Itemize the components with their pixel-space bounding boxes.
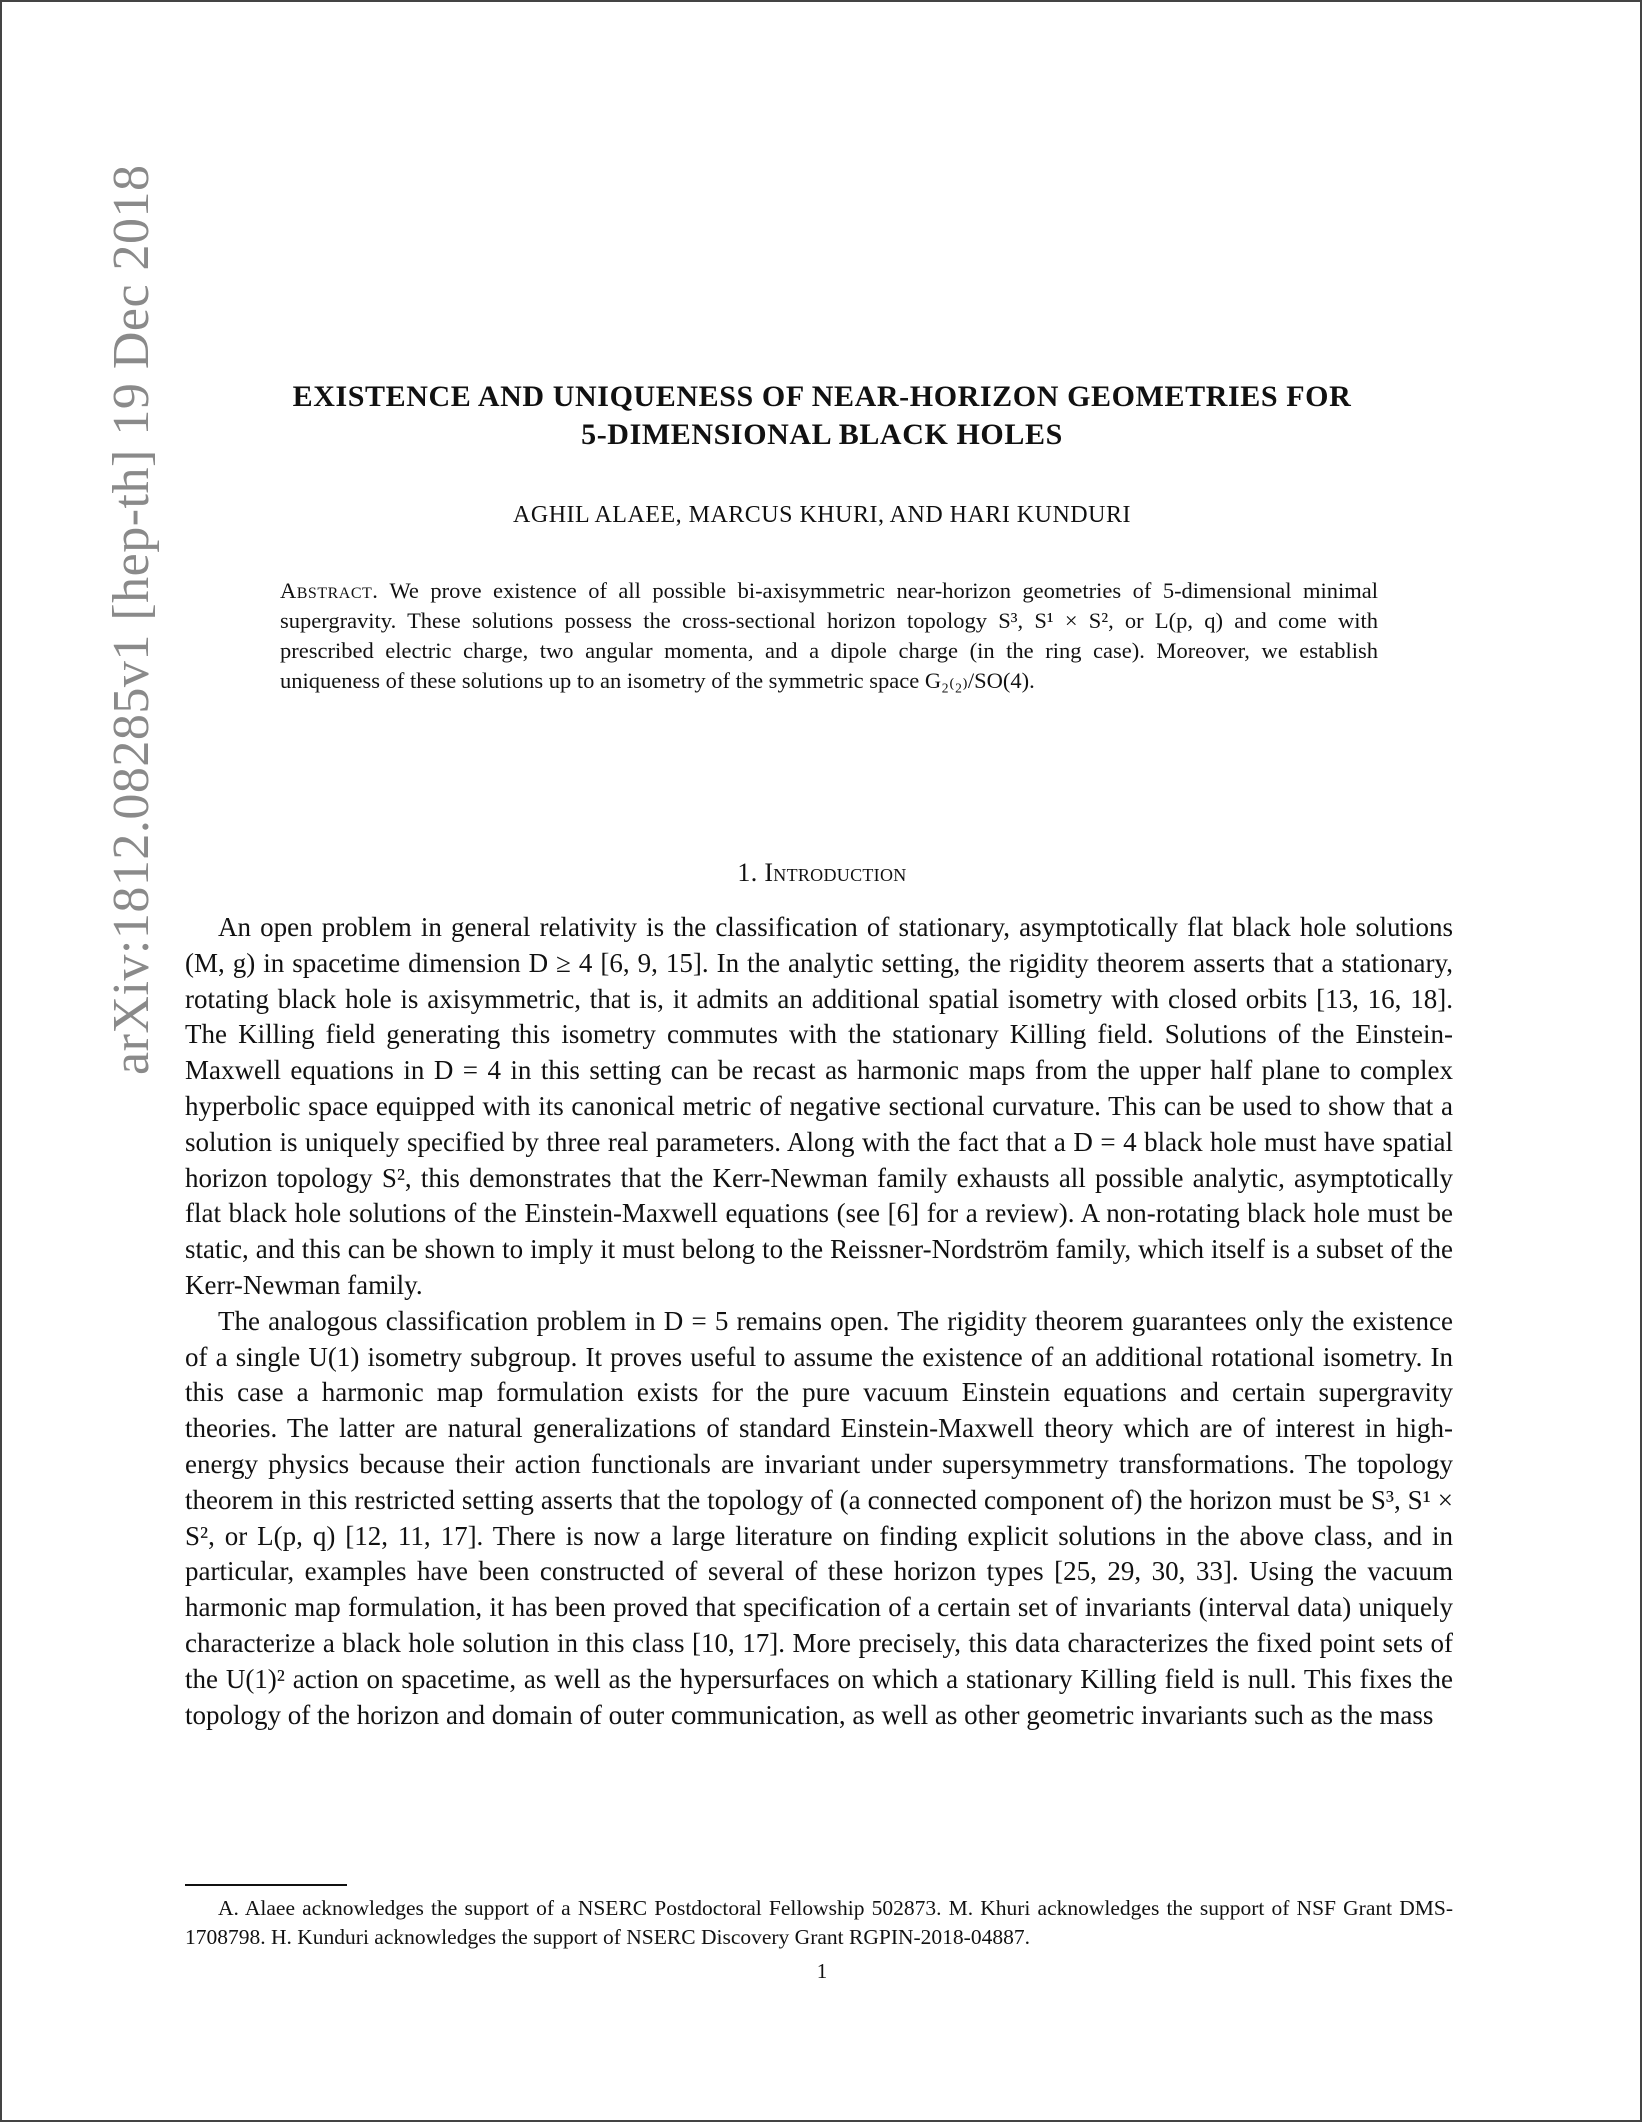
section-number: 1. [737, 858, 758, 887]
abstract-text: We prove existence of all possible bi-axisymmetric near-horizon geometries of 5-dimensional minimal supergravity. These solutions possess the cross-sectional horizon topology S³, S¹ × S², or L(p, q) and come with prescribed electric charge, two angular momenta, and a dipole charge (in the ring case). Moreover, we establish uniqueness of these solutions up to an isometry of the symmetric space G₂₍₂₎/SO(4). [280, 578, 1378, 693]
paragraph-1: An open problem in general relativity is the classification of stationary, asymptotically flat black hole solutions (M, g) in spacetime dimension D ≥ 4 [6, 9, 15]. In the analytic setting, the rigidity theorem asserts that a stationary, rotating black hole is axisymmetric, that is, it admits an additional spatial isometry with closed orbits [13, 16, 18]. The Killing field generating this isometry commutes with the stationary Killing field. Solutions of the Einstein-Maxwell equations in D = 4 in this setting can be recast as harmonic maps from the upper half plane to complex hyperbolic space equipped with its canonical metric of negative sectional curvature. This can be used to show that a solution is uniquely specified by three real parameters. Along with the fact that a D = 4 black hole must have spatial horizon topology S², this demonstrates that the Kerr-Newman family exhausts all possible analytic, asymptotically flat black hole solutions of the Einstein-Maxwell equations (see [6] for a review). A non-rotating black hole must be static, and this can be shown to imply it must belong to the Reissner-Nordström family, which itself is a subset of the Kerr-Newman family. [185, 912, 1453, 1300]
arxiv-identifier: arXiv:1812.08285v1 [hep-th] 19 Dec 2018 [103, 164, 160, 1075]
title-line-2: 5-DIMENSIONAL BLACK HOLES [581, 418, 1063, 451]
page-number: 1 [816, 1959, 828, 1983]
author-list: AGHIL ALAEE, MARCUS KHURI, AND HARI KUNDURI [513, 502, 1131, 528]
body-text [185, 910, 1453, 1733]
section-heading [152, 858, 1492, 888]
footnote: A. Alaee acknowledges the support of a NSERC Postdoctoral Fellowship 502873. M. Khuri acknowledges the support of NSF Grant DMS-1708798. H. Kunduri acknowledges the support of NSERC Discovery Grant RGPIN-2018-04887. [185, 1896, 1453, 1949]
paper-title [152, 378, 1492, 454]
paragraph-2: The analogous classification problem in D = 5 remains open. The rigidity theorem guarantees only the existence of a single U(1) isometry subgroup. It proves useful to assume the existence of an additional rotational isometry. In this case a harmonic map formulation exists for the pure vacuum Einstein equations and certain supergravity theories. The latter are natural generalizations of standard Einstein-Maxwell theory which are of interest in high-energy physics because their action functionals are invariant under supersymmetry transformations. The topology theorem in this restricted setting asserts that the topology of (a connected component of) the horizon must be S³, S¹ × S², or L(p, q) [12, 11, 17]. There is now a large literature on finding explicit solutions in the above class, and in particular, examples have been constructed of several of these horizon types [25, 29, 30, 33]. Using the vacuum harmonic map formulation, it has been proved that specification of a certain set of invariants (interval data) uniquely characterize a black hole solution in this class [10, 17]. More precisely, this data characterizes the fixed point sets of the U(1)² action on spacetime, as well as the hypersurfaces on which a stationary Killing field is null. This fixes the topology of the horizon and domain of outer communication, as well as other geometric invariants such as the mass [185, 1305, 1453, 1730]
abstract [280, 576, 1378, 696]
title-line-1: EXISTENCE AND UNIQUENESS OF NEAR-HORIZON GEOMETRIES FOR [292, 380, 1352, 413]
section-title: Introduction [764, 858, 907, 887]
footnote-rule [185, 1884, 347, 1886]
abstract-label: Abstract. [280, 578, 379, 603]
